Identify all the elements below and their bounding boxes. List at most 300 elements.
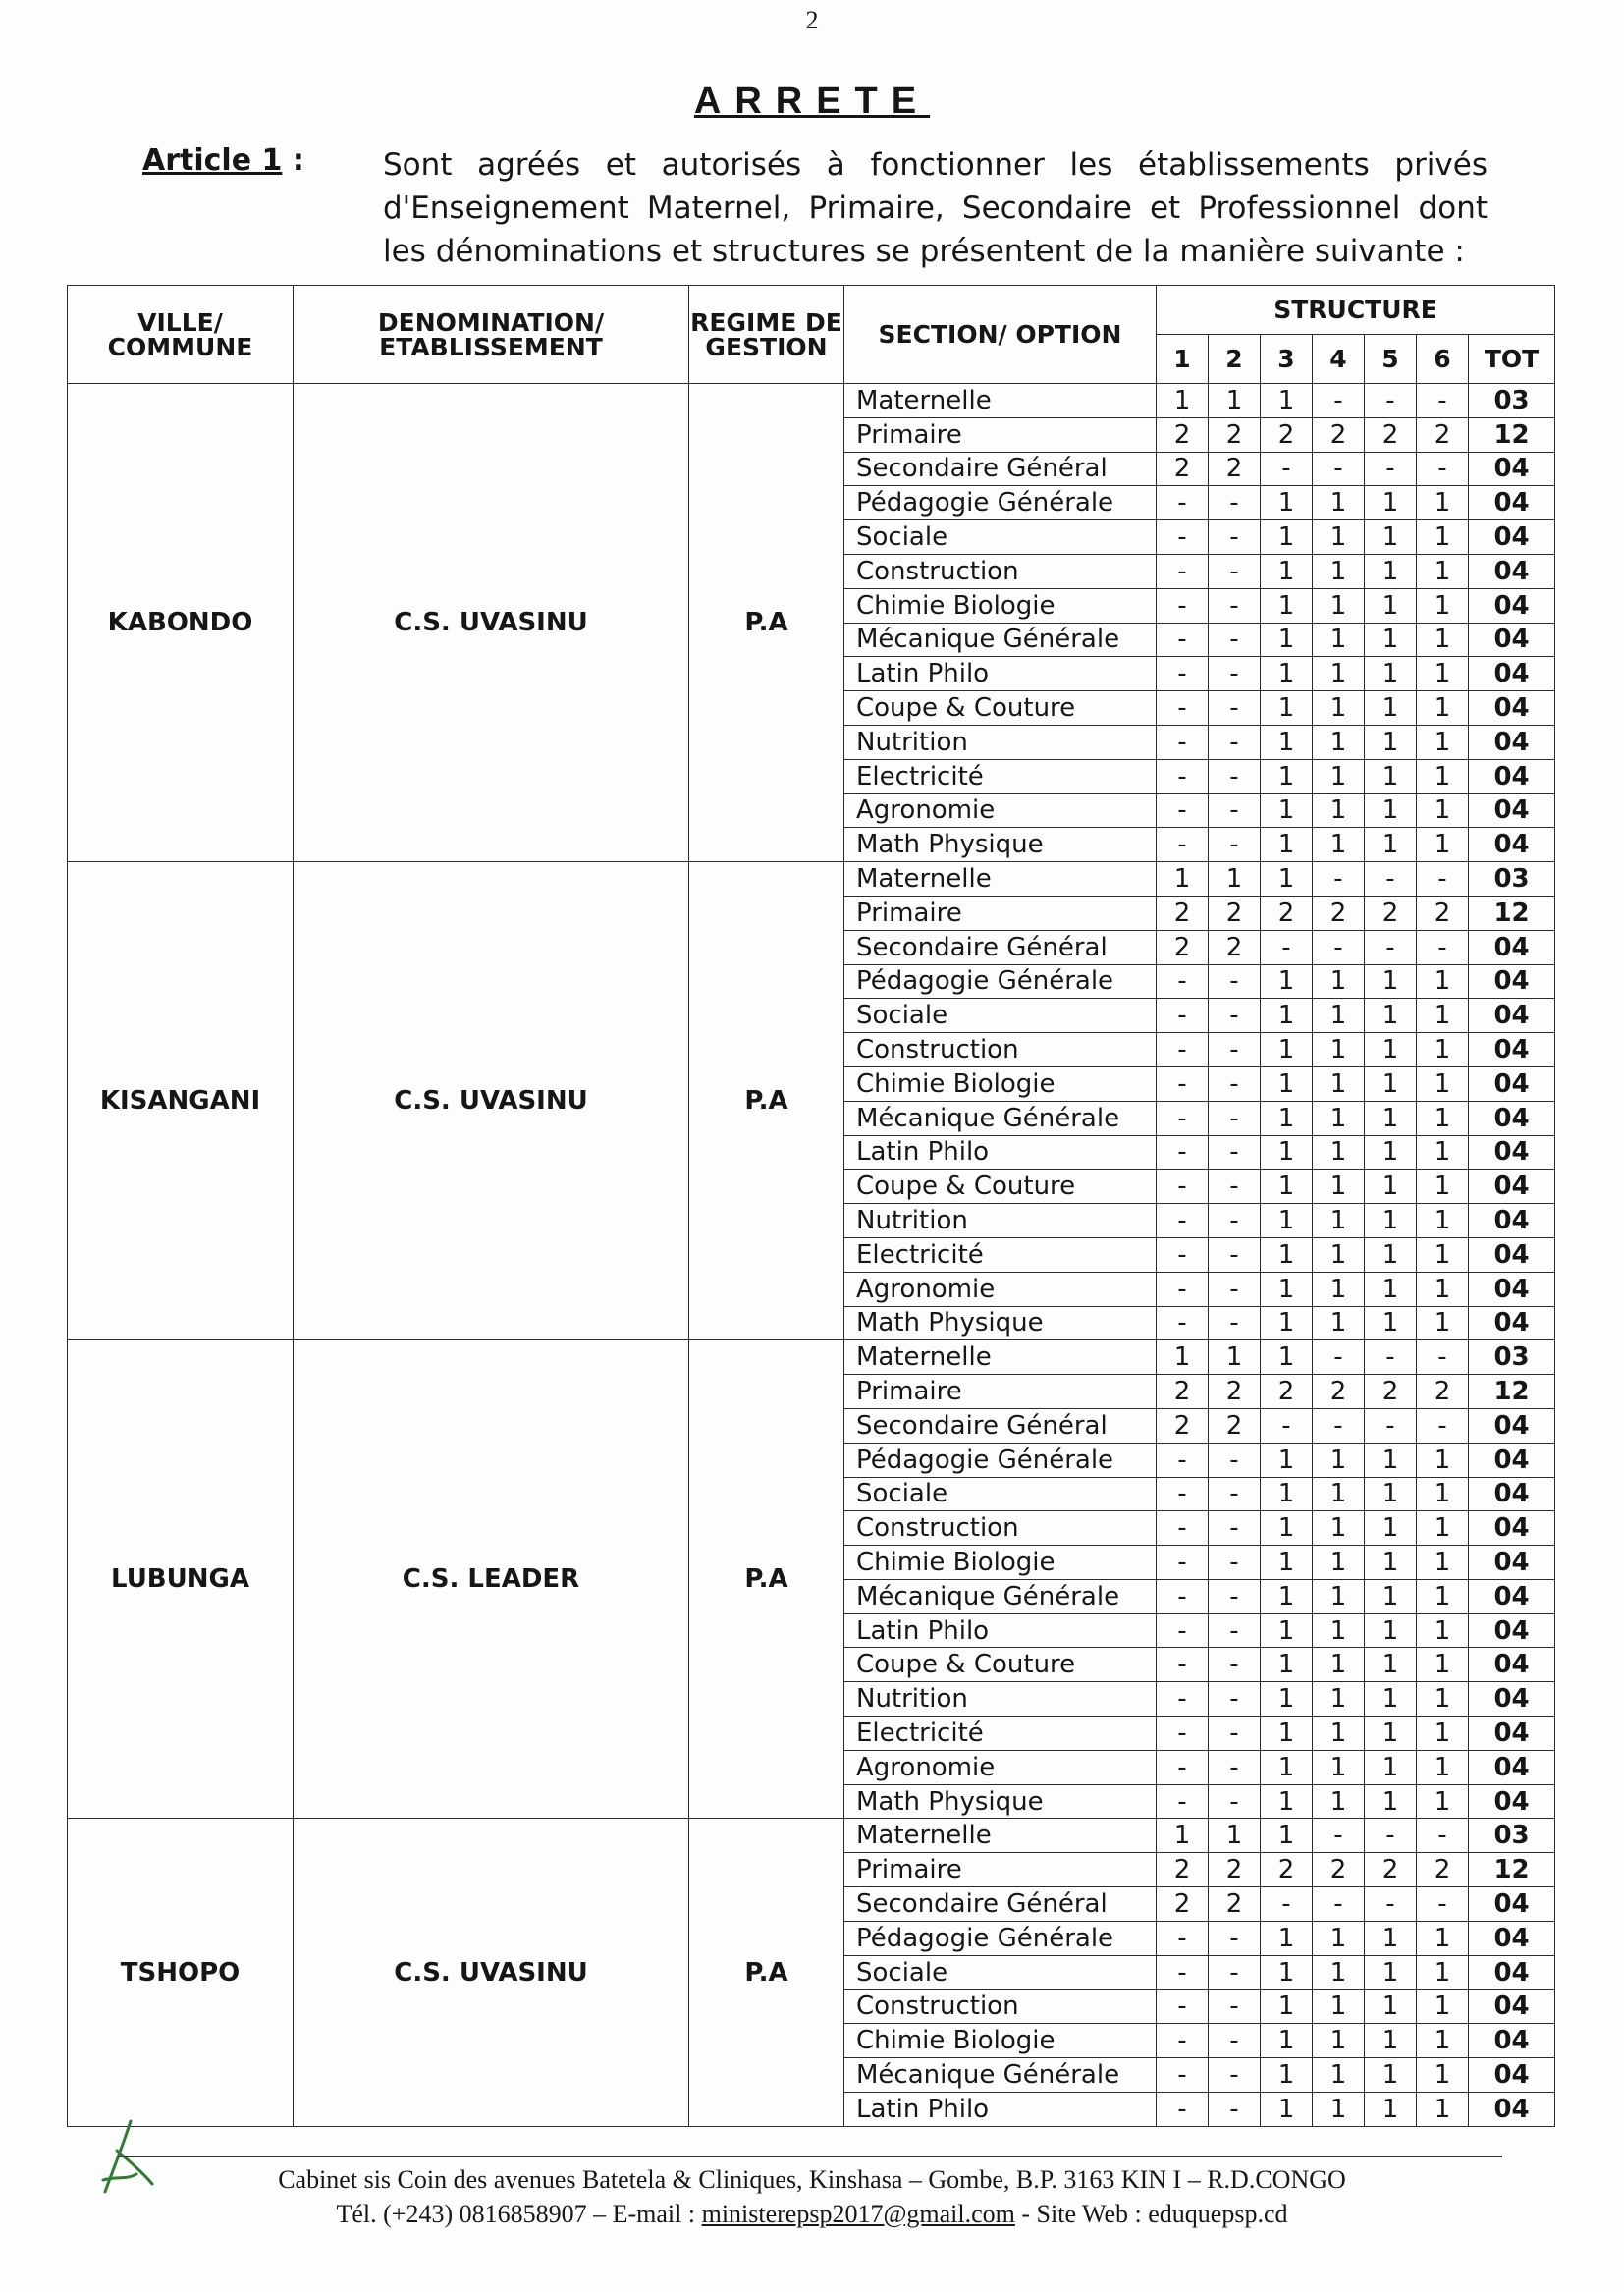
total-cell: 04: [1469, 2092, 1555, 2126]
structure-cell-5: -: [1365, 930, 1417, 964]
structure-cell-5: 1: [1365, 1511, 1417, 1546]
structure-cell-2: 2: [1209, 930, 1261, 964]
section-option-cell: Nutrition: [844, 1682, 1157, 1717]
structure-cell-4: -: [1313, 452, 1365, 486]
structure-cell-3: 1: [1261, 1717, 1313, 1751]
structure-cell-1: -: [1157, 1784, 1209, 1819]
regime-cell: P.A: [689, 862, 844, 1340]
structure-cell-6: 1: [1417, 1204, 1469, 1238]
structure-cell-6: 1: [1417, 1101, 1469, 1135]
regime-cell: P.A: [689, 1340, 844, 1819]
structure-cell-1: -: [1157, 1613, 1209, 1648]
structure-cell-1: -: [1157, 1204, 1209, 1238]
structure-cell-4: 1: [1313, 1204, 1365, 1238]
structure-cell-5: 1: [1365, 1237, 1417, 1272]
structure-cell-2: -: [1209, 554, 1261, 588]
structure-cell-4: 1: [1313, 1170, 1365, 1204]
regime-cell: P.A: [689, 384, 844, 862]
structure-cell-3: 1: [1261, 1546, 1313, 1580]
structure-cell-3: 1: [1261, 1204, 1313, 1238]
structure-cell-6: 1: [1417, 1066, 1469, 1101]
structure-cell-3: 1: [1261, 623, 1313, 657]
total-cell: 04: [1469, 452, 1555, 486]
structure-cell-5: 1: [1365, 486, 1417, 520]
denomination-cell: C.S. UVASINU: [294, 862, 689, 1340]
structure-cell-2: 2: [1209, 1375, 1261, 1409]
structure-cell-1: -: [1157, 1477, 1209, 1511]
structure-cell-3: 1: [1261, 1066, 1313, 1101]
structure-cell-4: 1: [1313, 1579, 1365, 1613]
structure-cell-1: -: [1157, 1579, 1209, 1613]
structure-cell-3: -: [1261, 452, 1313, 486]
structure-cell-4: 1: [1313, 1443, 1365, 1477]
structure-cell-3: 1: [1261, 1648, 1313, 1682]
structure-cell-2: -: [1209, 588, 1261, 623]
structure-cell-4: 1: [1313, 1306, 1365, 1340]
structure-cell-5: -: [1365, 1340, 1417, 1375]
section-option-cell: Maternelle: [844, 1819, 1157, 1853]
structure-cell-6: -: [1417, 1408, 1469, 1443]
section-option-cell: Agronomie: [844, 793, 1157, 828]
structure-cell-5: 1: [1365, 1921, 1417, 1955]
structure-cell-4: 1: [1313, 554, 1365, 588]
structure-cell-3: 1: [1261, 1135, 1313, 1170]
structure-cell-2: -: [1209, 1033, 1261, 1067]
structure-cell-4: 1: [1313, 1511, 1365, 1546]
section-option-cell: Sociale: [844, 1955, 1157, 1990]
structure-cell-4: 1: [1313, 691, 1365, 726]
structure-cell-5: 1: [1365, 1306, 1417, 1340]
section-option-cell: Nutrition: [844, 725, 1157, 759]
structure-cell-4: -: [1313, 930, 1365, 964]
structure-cell-1: 2: [1157, 1375, 1209, 1409]
structure-cell-5: 1: [1365, 759, 1417, 793]
structure-cell-6: 1: [1417, 1511, 1469, 1546]
structure-cell-1: -: [1157, 1717, 1209, 1751]
total-cell: 04: [1469, 1648, 1555, 1682]
structure-cell-6: 1: [1417, 1443, 1469, 1477]
structure-cell-2: -: [1209, 1955, 1261, 1990]
table-row: [68, 1340, 1555, 1375]
structure-cell-1: 2: [1157, 1887, 1209, 1922]
structure-cell-6: 1: [1417, 1579, 1469, 1613]
structure-cell-5: 1: [1365, 554, 1417, 588]
structure-cell-2: 2: [1209, 896, 1261, 930]
structure-cell-5: 1: [1365, 657, 1417, 691]
structure-cell-1: -: [1157, 1135, 1209, 1170]
structure-cell-4: -: [1313, 1340, 1365, 1375]
total-cell: 04: [1469, 1170, 1555, 1204]
structure-cell-3: 1: [1261, 1272, 1313, 1306]
structure-cell-4: 1: [1313, 1613, 1365, 1648]
structure-cell-6: 1: [1417, 1546, 1469, 1580]
section-option-cell: Electricité: [844, 1237, 1157, 1272]
structure-cell-3: 1: [1261, 2058, 1313, 2093]
structure-cell-6: 1: [1417, 623, 1469, 657]
structure-cell-1: -: [1157, 828, 1209, 862]
structure-cell-1: 1: [1157, 1340, 1209, 1375]
ville-cell: TSHOPO: [68, 1819, 294, 2126]
article-label: [142, 143, 304, 178]
structure-cell-2: -: [1209, 1237, 1261, 1272]
structure-cell-6: 1: [1417, 1135, 1469, 1170]
structure-cell-6: 1: [1417, 1921, 1469, 1955]
structure-cell-1: 1: [1157, 862, 1209, 897]
section-option-cell: Pédagogie Générale: [844, 964, 1157, 999]
structure-cell-3: 1: [1261, 725, 1313, 759]
structure-cell-3: 1: [1261, 1306, 1313, 1340]
total-cell: 04: [1469, 759, 1555, 793]
structure-cell-2: -: [1209, 793, 1261, 828]
structure-cell-1: -: [1157, 793, 1209, 828]
structure-cell-4: 2: [1313, 1375, 1365, 1409]
structure-cell-2: -: [1209, 999, 1261, 1033]
structure-cell-2: 1: [1209, 1819, 1261, 1853]
structure-cell-5: 2: [1365, 1375, 1417, 1409]
structure-cell-5: 1: [1365, 999, 1417, 1033]
structure-cell-6: -: [1417, 1340, 1469, 1375]
structure-cell-2: -: [1209, 1648, 1261, 1682]
total-cell: 04: [1469, 588, 1555, 623]
denomination-cell: C.S. UVASINU: [294, 384, 689, 862]
total-cell: 04: [1469, 1204, 1555, 1238]
structure-cell-5: 1: [1365, 1750, 1417, 1784]
structure-cell-3: 1: [1261, 1921, 1313, 1955]
section-option-cell: Sociale: [844, 520, 1157, 555]
structure-cell-1: 2: [1157, 1853, 1209, 1887]
structure-cell-3: 1: [1261, 691, 1313, 726]
total-cell: 04: [1469, 793, 1555, 828]
structure-cell-5: 2: [1365, 417, 1417, 452]
structure-cell-4: -: [1313, 384, 1365, 418]
total-cell: 04: [1469, 1101, 1555, 1135]
structure-cell-1: -: [1157, 2092, 1209, 2126]
structure-cell-3: 1: [1261, 1101, 1313, 1135]
total-cell: 03: [1469, 384, 1555, 418]
section-option-cell: Chimie Biologie: [844, 1546, 1157, 1580]
structure-cell-6: 1: [1417, 2092, 1469, 2126]
structure-cell-5: 2: [1365, 1853, 1417, 1887]
section-option-cell: Mécanique Générale: [844, 2058, 1157, 2093]
structure-cell-5: -: [1365, 862, 1417, 897]
total-cell: 04: [1469, 486, 1555, 520]
structure-cell-2: -: [1209, 1921, 1261, 1955]
structure-cell-5: -: [1365, 1408, 1417, 1443]
section-option-cell: Chimie Biologie: [844, 588, 1157, 623]
total-cell: 04: [1469, 1135, 1555, 1170]
header-regime: REGIME DE GESTION: [689, 286, 844, 384]
structure-cell-6: 1: [1417, 657, 1469, 691]
structure-cell-3: -: [1261, 1887, 1313, 1922]
structure-cell-1: -: [1157, 657, 1209, 691]
structure-cell-1: -: [1157, 623, 1209, 657]
establishments-table: [67, 285, 1555, 2127]
structure-cell-1: -: [1157, 1750, 1209, 1784]
structure-cell-5: 1: [1365, 1717, 1417, 1751]
structure-cell-6: 1: [1417, 1237, 1469, 1272]
footer-email-link[interactable]: ministerepsp2017@gmail.com: [701, 2200, 1015, 2228]
header-denomination: DENOMINATION/ ETABLISSEMENT: [294, 286, 689, 384]
structure-cell-3: 2: [1261, 1853, 1313, 1887]
structure-cell-2: -: [1209, 657, 1261, 691]
structure-cell-3: 1: [1261, 384, 1313, 418]
structure-cell-2: 2: [1209, 1887, 1261, 1922]
section-option-cell: Latin Philo: [844, 1135, 1157, 1170]
structure-cell-1: -: [1157, 486, 1209, 520]
structure-cell-1: -: [1157, 964, 1209, 999]
structure-cell-5: 1: [1365, 1066, 1417, 1101]
page-number: 2: [805, 6, 819, 34]
structure-cell-6: 1: [1417, 725, 1469, 759]
structure-cell-6: 1: [1417, 588, 1469, 623]
structure-cell-4: 1: [1313, 964, 1365, 999]
structure-cell-2: -: [1209, 1546, 1261, 1580]
structure-cell-5: 2: [1365, 896, 1417, 930]
structure-cell-1: -: [1157, 1033, 1209, 1067]
section-option-cell: Coupe & Couture: [844, 1170, 1157, 1204]
structure-cell-4: 1: [1313, 1784, 1365, 1819]
section-option-cell: Math Physique: [844, 828, 1157, 862]
structure-cell-3: 1: [1261, 999, 1313, 1033]
structure-cell-6: 1: [1417, 554, 1469, 588]
ville-cell: LUBUNGA: [68, 1340, 294, 1819]
structure-cell-3: 1: [1261, 1443, 1313, 1477]
structure-cell-2: 2: [1209, 452, 1261, 486]
structure-cell-1: -: [1157, 1306, 1209, 1340]
structure-cell-5: 1: [1365, 1648, 1417, 1682]
structure-cell-4: 1: [1313, 1135, 1365, 1170]
structure-cell-1: -: [1157, 1272, 1209, 1306]
structure-cell-6: 1: [1417, 1170, 1469, 1204]
structure-cell-3: 1: [1261, 1682, 1313, 1717]
structure-cell-3: 1: [1261, 520, 1313, 555]
structure-cell-4: 1: [1313, 828, 1365, 862]
structure-cell-6: 1: [1417, 486, 1469, 520]
footer-site: - Site Web : eduquepsp.cd: [1014, 2200, 1288, 2228]
structure-cell-4: 1: [1313, 1717, 1365, 1751]
structure-cell-1: -: [1157, 2024, 1209, 2058]
structure-cell-6: -: [1417, 930, 1469, 964]
structure-cell-1: -: [1157, 1443, 1209, 1477]
structure-cell-5: 1: [1365, 520, 1417, 555]
structure-cell-2: -: [1209, 1682, 1261, 1717]
section-option-cell: Math Physique: [844, 1306, 1157, 1340]
structure-cell-1: -: [1157, 520, 1209, 555]
section-option-cell: Mécanique Générale: [844, 623, 1157, 657]
section-option-cell: Math Physique: [844, 1784, 1157, 1819]
structure-cell-6: 2: [1417, 1853, 1469, 1887]
structure-cell-4: 1: [1313, 1682, 1365, 1717]
structure-cell-3: 1: [1261, 554, 1313, 588]
footer-tel: Tél. (+243) 0816858907 – E-mail :: [336, 2200, 702, 2228]
total-cell: 04: [1469, 1682, 1555, 1717]
structure-cell-2: -: [1209, 1477, 1261, 1511]
structure-cell-2: -: [1209, 623, 1261, 657]
footer-rule: [118, 2156, 1502, 2157]
section-option-cell: Coupe & Couture: [844, 1648, 1157, 1682]
structure-cell-2: 1: [1209, 384, 1261, 418]
total-cell: 04: [1469, 1990, 1555, 2024]
section-option-cell: Mécanique Générale: [844, 1101, 1157, 1135]
section-option-cell: Agronomie: [844, 1750, 1157, 1784]
structure-cell-2: -: [1209, 2024, 1261, 2058]
structure-cell-5: 1: [1365, 1955, 1417, 1990]
structure-cell-6: 1: [1417, 1613, 1469, 1648]
total-cell: 04: [1469, 1784, 1555, 1819]
structure-cell-1: -: [1157, 1682, 1209, 1717]
structure-cell-3: 1: [1261, 1579, 1313, 1613]
structure-cell-1: 2: [1157, 417, 1209, 452]
structure-cell-2: 2: [1209, 1853, 1261, 1887]
structure-cell-6: 1: [1417, 1477, 1469, 1511]
structure-cell-5: 1: [1365, 1272, 1417, 1306]
structure-cell-6: 1: [1417, 964, 1469, 999]
structure-cell-6: 1: [1417, 793, 1469, 828]
total-cell: 04: [1469, 1477, 1555, 1511]
section-option-cell: Construction: [844, 1511, 1157, 1546]
structure-cell-5: 1: [1365, 1990, 1417, 2024]
total-cell: 04: [1469, 1717, 1555, 1751]
section-option-cell: Agronomie: [844, 1272, 1157, 1306]
section-option-cell: Latin Philo: [844, 1613, 1157, 1648]
structure-cell-1: -: [1157, 999, 1209, 1033]
total-cell: 04: [1469, 623, 1555, 657]
section-option-cell: Electricité: [844, 1717, 1157, 1751]
structure-cell-2: -: [1209, 1613, 1261, 1648]
total-cell: 04: [1469, 1887, 1555, 1922]
structure-cell-4: 1: [1313, 1750, 1365, 1784]
structure-cell-5: 1: [1365, 725, 1417, 759]
structure-cell-5: 1: [1365, 1477, 1417, 1511]
structure-cell-2: -: [1209, 1717, 1261, 1751]
structure-cell-6: 1: [1417, 1717, 1469, 1751]
structure-cell-4: 2: [1313, 1853, 1365, 1887]
structure-cell-4: 1: [1313, 1648, 1365, 1682]
section-option-cell: Sociale: [844, 1477, 1157, 1511]
section-option-cell: Construction: [844, 554, 1157, 588]
structure-cell-5: 1: [1365, 2024, 1417, 2058]
section-option-cell: Construction: [844, 1033, 1157, 1067]
structure-cell-2: -: [1209, 1135, 1261, 1170]
structure-cell-6: 1: [1417, 1033, 1469, 1067]
structure-cell-6: -: [1417, 862, 1469, 897]
section-option-cell: Latin Philo: [844, 2092, 1157, 2126]
structure-cell-4: 1: [1313, 725, 1365, 759]
structure-cell-1: -: [1157, 1990, 1209, 2024]
structure-cell-5: 1: [1365, 623, 1417, 657]
total-cell: 04: [1469, 520, 1555, 555]
total-cell: 04: [1469, 1033, 1555, 1067]
structure-cell-2: -: [1209, 1990, 1261, 2024]
structure-cell-2: -: [1209, 1306, 1261, 1340]
structure-cell-4: 2: [1313, 417, 1365, 452]
structure-cell-2: 2: [1209, 417, 1261, 452]
structure-cell-6: 1: [1417, 520, 1469, 555]
structure-cell-1: -: [1157, 1648, 1209, 1682]
structure-cell-3: 1: [1261, 1033, 1313, 1067]
structure-cell-4: 1: [1313, 1955, 1365, 1990]
structure-cell-6: 2: [1417, 1375, 1469, 1409]
structure-cell-4: 1: [1313, 759, 1365, 793]
structure-cell-5: 1: [1365, 1170, 1417, 1204]
structure-cell-5: 1: [1365, 588, 1417, 623]
structure-cell-6: -: [1417, 384, 1469, 418]
total-cell: 04: [1469, 1750, 1555, 1784]
structure-cell-4: 1: [1313, 1546, 1365, 1580]
total-cell: 04: [1469, 1511, 1555, 1546]
structure-cell-4: 1: [1313, 1990, 1365, 2024]
structure-cell-4: 1: [1313, 657, 1365, 691]
structure-cell-4: 1: [1313, 2058, 1365, 2093]
ville-cell: KABONDO: [68, 384, 294, 862]
section-option-cell: Primaire: [844, 1853, 1157, 1887]
total-cell: 04: [1469, 2024, 1555, 2058]
structure-cell-4: 1: [1313, 2024, 1365, 2058]
table-row: [68, 862, 1555, 897]
structure-cell-1: -: [1157, 588, 1209, 623]
structure-cell-5: 1: [1365, 793, 1417, 828]
section-option-cell: Primaire: [844, 417, 1157, 452]
total-cell: 03: [1469, 1340, 1555, 1375]
structure-cell-4: 2: [1313, 896, 1365, 930]
structure-cell-2: -: [1209, 1579, 1261, 1613]
section-option-cell: Chimie Biologie: [844, 1066, 1157, 1101]
structure-cell-4: 1: [1313, 1272, 1365, 1306]
structure-cell-5: -: [1365, 452, 1417, 486]
structure-cell-1: -: [1157, 1955, 1209, 1990]
structure-cell-1: 1: [1157, 1819, 1209, 1853]
table-body: [68, 384, 1555, 2127]
structure-cell-1: -: [1157, 2058, 1209, 2093]
structure-cell-3: 1: [1261, 862, 1313, 897]
structure-cell-3: 2: [1261, 896, 1313, 930]
total-cell: 04: [1469, 1237, 1555, 1272]
structure-cell-3: 1: [1261, 1477, 1313, 1511]
structure-cell-4: 1: [1313, 2092, 1365, 2126]
footer-contact: [0, 2200, 1624, 2229]
structure-cell-6: 2: [1417, 896, 1469, 930]
structure-cell-5: 1: [1365, 828, 1417, 862]
structure-cell-1: 2: [1157, 930, 1209, 964]
structure-cell-3: 1: [1261, 1613, 1313, 1648]
total-cell: 04: [1469, 930, 1555, 964]
denomination-cell: C.S. LEADER: [294, 1340, 689, 1819]
structure-cell-4: 1: [1313, 486, 1365, 520]
section-option-cell: Secondaire Général: [844, 452, 1157, 486]
structure-cell-6: 1: [1417, 1648, 1469, 1682]
structure-cell-1: 2: [1157, 1408, 1209, 1443]
structure-cell-2: -: [1209, 486, 1261, 520]
structure-cell-4: 1: [1313, 1921, 1365, 1955]
structure-cell-2: -: [1209, 1204, 1261, 1238]
structure-cell-2: -: [1209, 1511, 1261, 1546]
article-label-text: Article 1: [142, 143, 283, 178]
structure-cell-5: 1: [1365, 1135, 1417, 1170]
structure-cell-5: -: [1365, 384, 1417, 418]
structure-cell-1: 2: [1157, 452, 1209, 486]
section-option-cell: Maternelle: [844, 862, 1157, 897]
article-body: Sont agréés et autorisés à fonctionner les établissements privés d'Enseignement Maternel, Primaire, Secondaire et Professionnel dont les dénominations et structures se présentent de la manière suivante :: [383, 147, 1488, 269]
total-cell: 04: [1469, 725, 1555, 759]
total-cell: 04: [1469, 1272, 1555, 1306]
document-heading: ARRETE: [693, 81, 931, 122]
total-cell: 04: [1469, 1613, 1555, 1648]
structure-cell-5: -: [1365, 1887, 1417, 1922]
table-row: [68, 384, 1555, 418]
section-option-cell: Chimie Biologie: [844, 2024, 1157, 2058]
structure-cell-3: 1: [1261, 759, 1313, 793]
structure-cell-2: -: [1209, 964, 1261, 999]
